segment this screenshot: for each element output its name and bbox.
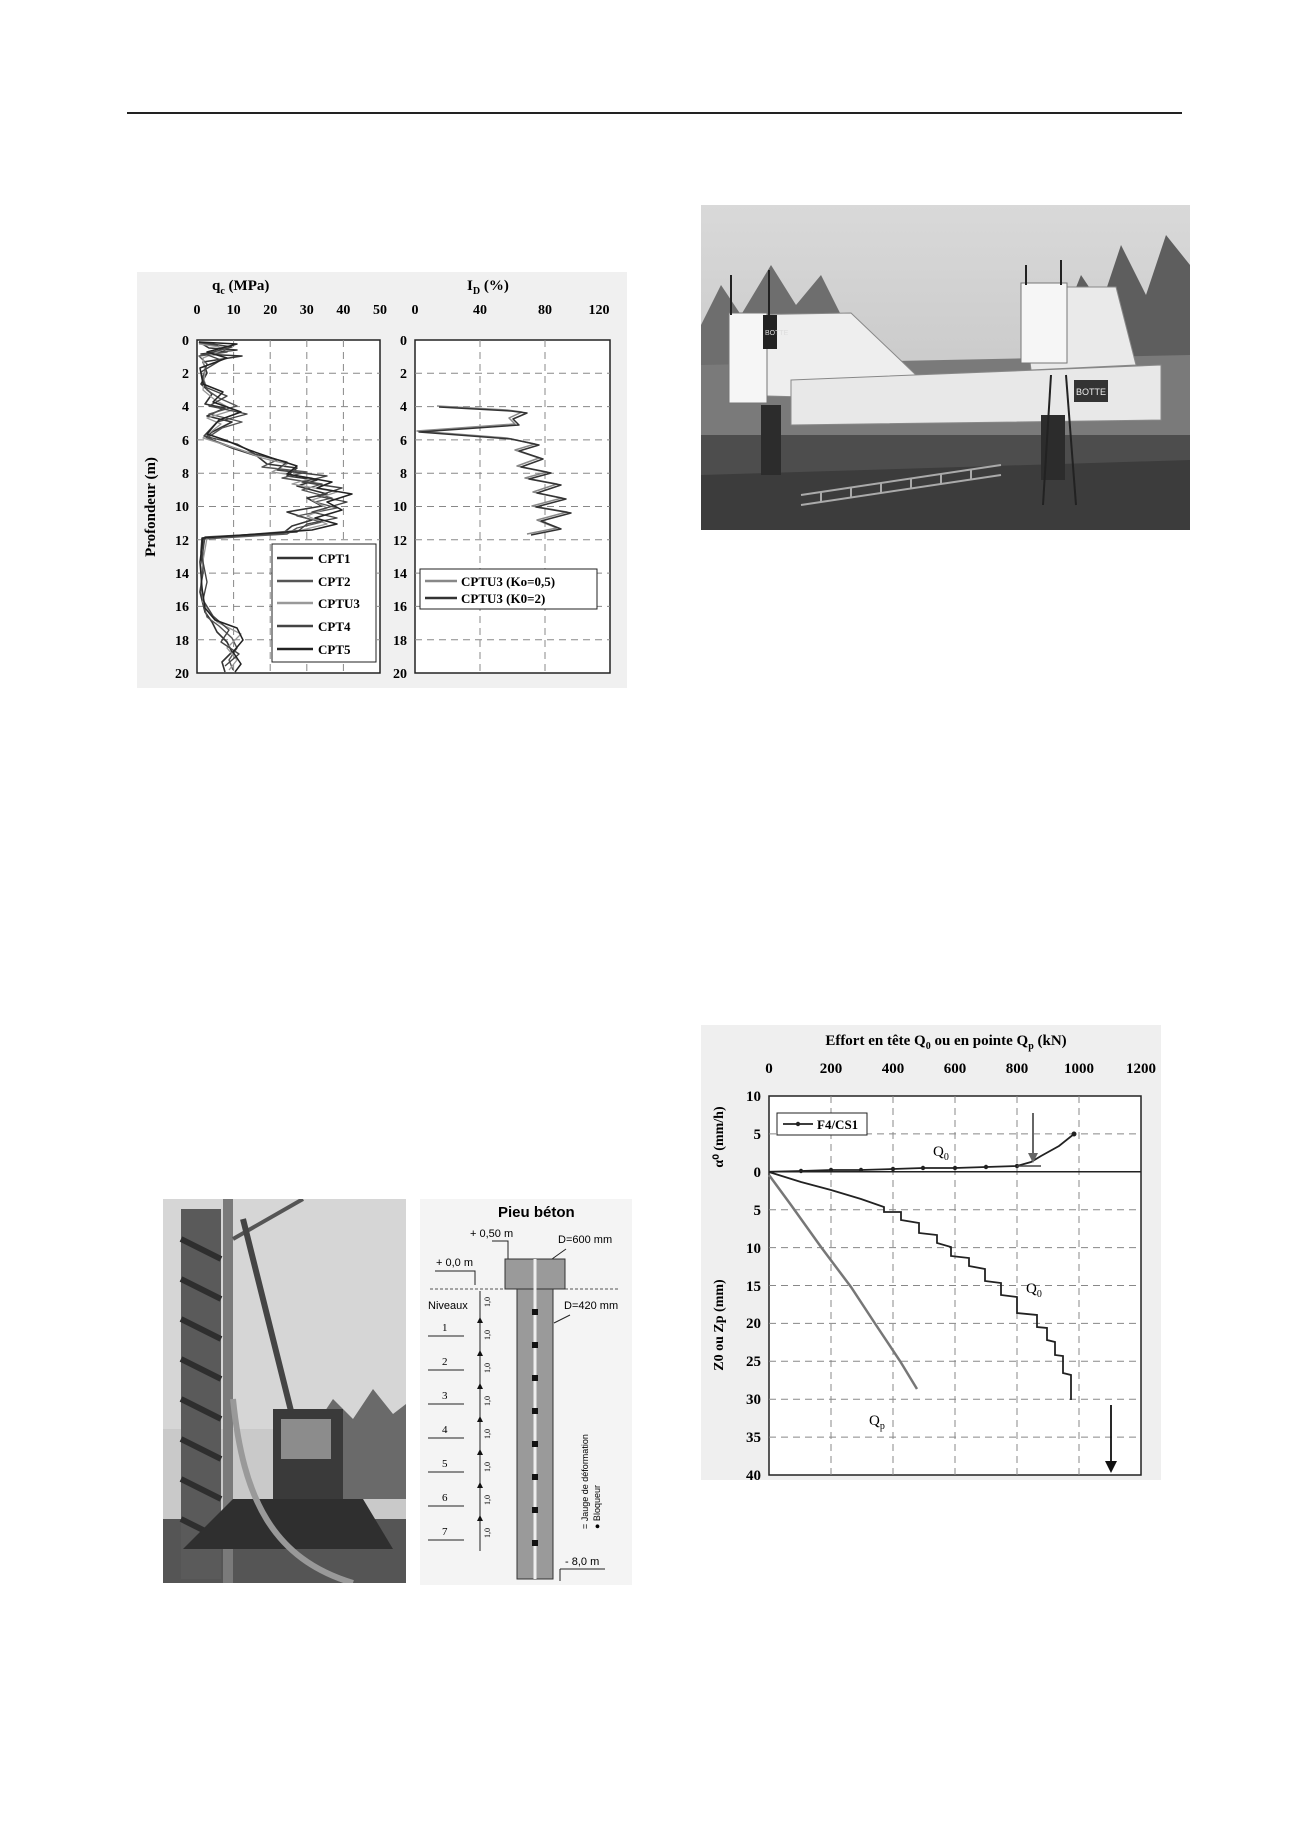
spacing-label: 1,0 [483,1396,492,1406]
z-tick: 10 [746,1241,761,1257]
z-tick: 15 [746,1279,761,1295]
shaft-diameter-label: D=420 mm [564,1300,619,1312]
spacing-label: 1,0 [483,1297,492,1307]
depth-tick: 10 [393,500,407,515]
pile-schematic [420,1199,632,1585]
z-tick: 40 [746,1468,761,1480]
head-diameter-label: D=600 mm [558,1234,613,1246]
q0-alpha-label: $Q_0$ [933,1144,949,1163]
depth-tick: 12 [393,534,407,549]
z-tick: 30 [746,1392,761,1408]
pile-title: Pieu béton [498,1204,575,1221]
depth-tick: 4 [182,400,189,415]
legend-cpt4: CPT4 [318,619,351,634]
id-tick: 40 [473,303,487,318]
gauge-legend: = Jauge de déformation [580,1434,590,1529]
load-tick: 600 [943,1061,967,1077]
spacing-label: 1,0 [483,1495,492,1505]
depth-tick: 20 [393,667,407,682]
level-item: 7 [442,1526,448,1538]
depth-tick: 8 [400,467,407,482]
depth-tick: 20 [175,667,189,682]
qc-tick: 50 [373,303,387,318]
load-tick: 800 [1005,1061,1029,1077]
legend-ko05: CPTU3 (Ko=0,5) [461,574,556,589]
level-item: 3 [442,1390,448,1402]
z-tick: 20 [746,1316,761,1332]
depth-tick: 12 [175,534,189,549]
qc-tick: 0 [193,303,201,318]
id-legend [420,569,597,609]
beam-sign-right: BOTTE [1076,387,1107,397]
load-tick: 200 [819,1061,843,1077]
spacing-label: 1,0 [483,1363,492,1373]
cpt-legend [272,544,376,662]
id-plot [393,303,610,682]
depth-tick: 6 [182,434,189,449]
legend-f4cs1: F4/CS1 [817,1117,859,1132]
legend-cpt1: CPT1 [318,551,351,566]
spacing-label: 1,0 [483,1462,492,1472]
qc-tick: 40 [336,303,351,318]
depth-tick: 0 [400,334,407,349]
load-tick: 0 [765,1061,773,1077]
depth-tick: 14 [175,567,189,582]
depth-axis-label: Profondeur (m) [143,457,159,557]
level-item: 1 [442,1322,448,1334]
depth-tick: 10 [175,500,189,515]
spacing-label: 1,0 [483,1429,492,1439]
depth-tick: 18 [175,634,189,649]
legend-k02: CPTU3 (K0=2) [461,591,546,606]
depth-tick: 18 [393,634,407,649]
legend-cpt5: CPT5 [318,642,351,657]
legend-cpt2: CPT2 [318,574,351,589]
level-item: 5 [442,1458,448,1470]
depth-tick: 4 [400,400,407,415]
qc-tick: 30 [299,303,314,318]
legend-cptu3: CPTU3 [318,596,360,611]
q0-settlement-label: $Q_0$ [1026,1281,1042,1300]
load-test-frame-photo [701,205,1190,530]
spacing-label: 1,0 [483,1330,492,1340]
blocker-legend: ● Bloqueur [592,1485,602,1529]
depth-tick: 0 [182,334,189,349]
depth-tick: 16 [393,600,407,615]
z-axis-label: Z0 ou Zp (mm) [712,1279,727,1371]
level-item: 6 [442,1492,448,1504]
load-tick: 1000 [1064,1061,1094,1077]
top-level-label: + 0,50 m [470,1228,514,1240]
load-tick: 1200 [1126,1061,1156,1077]
level-item: 2 [442,1356,448,1368]
qc-tick: 20 [263,303,278,318]
beam-sign-left: BOTTE [765,330,789,337]
id-tick: 0 [411,303,419,318]
level-item: 4 [442,1424,448,1436]
id-tick: 80 [538,303,552,318]
header-rule [127,112,1182,114]
id-tick: 120 [588,303,610,318]
drilling-rig-photo [163,1199,406,1583]
alpha-axis-label: α⁰ (mm/h) [712,1106,727,1168]
depth-tick: 2 [182,367,189,382]
depth-tick: 2 [400,367,407,382]
cpt-profiles-figure [137,272,627,688]
load-settlement-chart [701,1025,1161,1480]
bottom-level-label: - 8,0 m [565,1556,600,1568]
load-legend [777,1113,867,1135]
id-axis-title: $I_D$ (%) [467,278,509,297]
qp-settlement-label: $Q_p$ [869,1413,885,1432]
z-tick: 35 [746,1430,761,1446]
qc-axis-title: $q_c$ (MPa) [212,278,270,297]
load-tick: 400 [881,1061,905,1077]
z-tick: 5 [753,1203,761,1219]
alpha-tick: 0 [753,1165,761,1181]
alpha-tick: 10 [746,1089,761,1105]
depth-tick: 14 [393,567,407,582]
load-chart-title: Effort en tête $Q_0$ ou en pointe $Q_p$ (kN) [825,1033,1067,1052]
z-tick: 25 [746,1354,761,1370]
ground-level-label: + 0,0 m [436,1257,473,1269]
qc-tick: 10 [226,303,241,318]
levels-label: Niveaux [428,1300,468,1312]
spacing-label: 1,0 [483,1528,492,1538]
depth-tick: 8 [182,467,189,482]
depth-tick: 16 [175,600,189,615]
depth-tick: 6 [400,434,407,449]
alpha-tick: 5 [753,1127,761,1143]
